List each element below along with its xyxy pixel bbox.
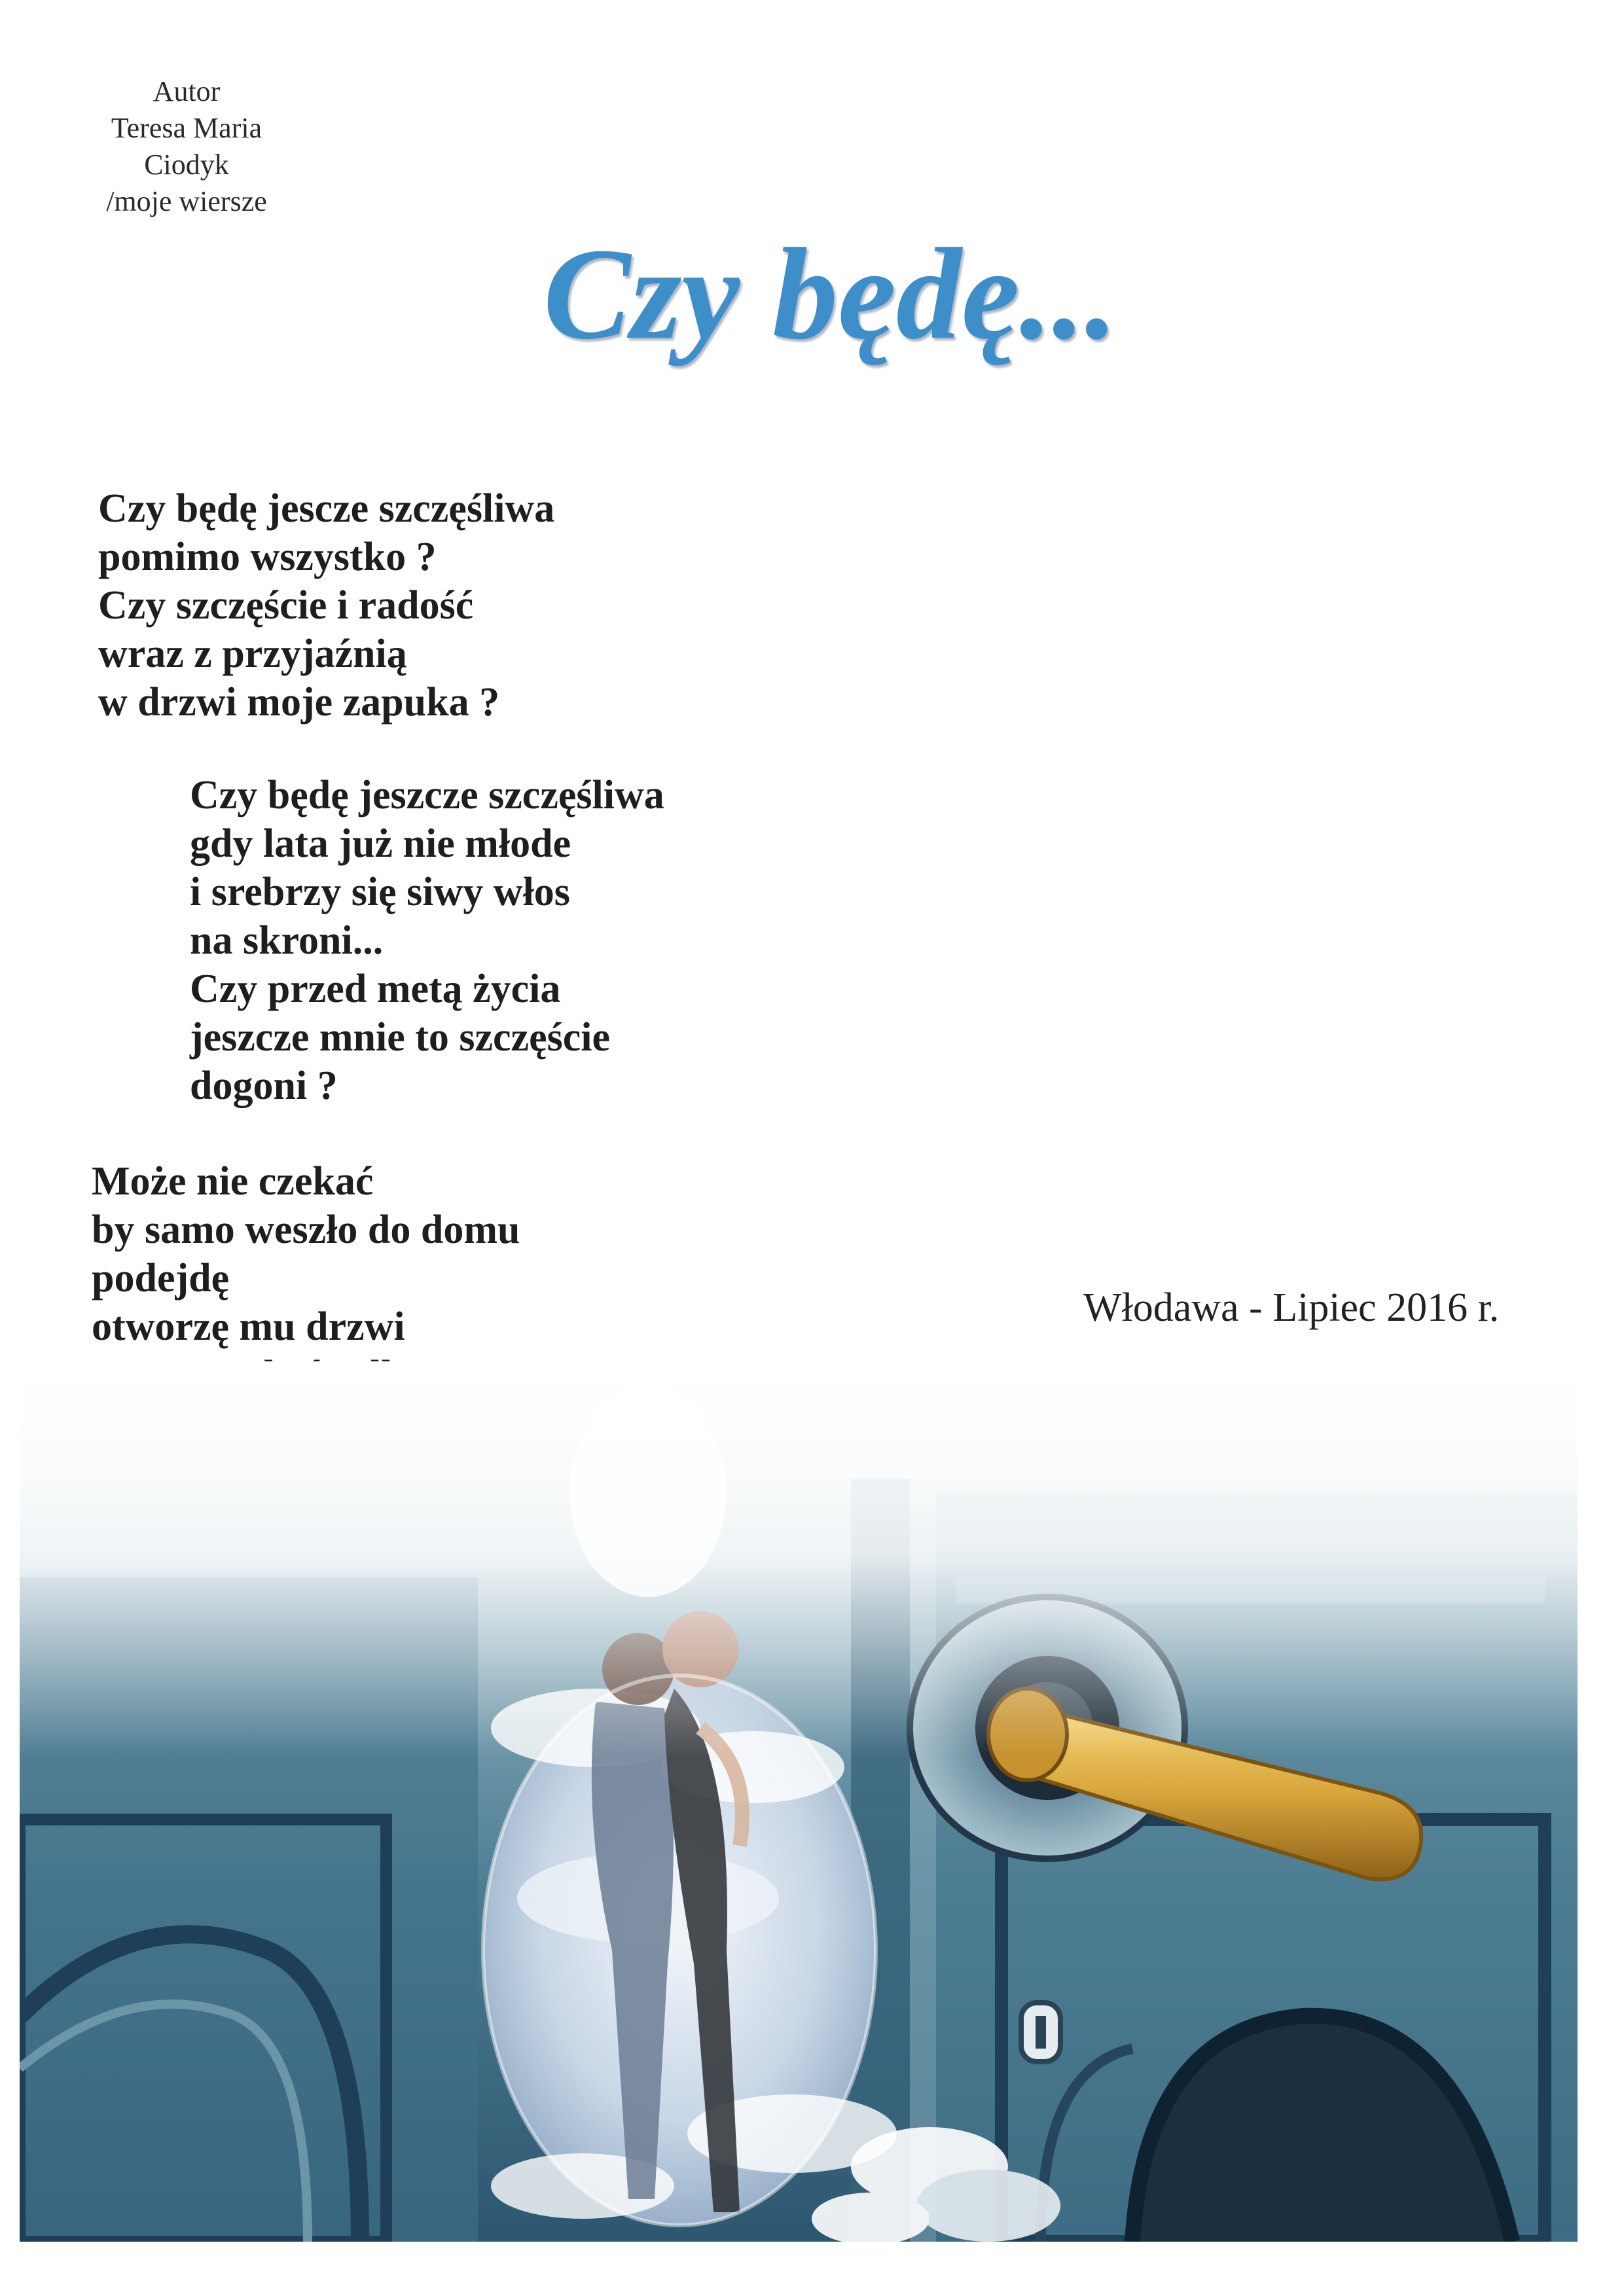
door-illustration [20, 1361, 1578, 2242]
poem-line: otworzę mu drzwi [92, 1304, 405, 1349]
poem-title: Czy będę... [543, 222, 1118, 367]
author-label: Autor [153, 75, 221, 107]
poem-line: dogoni ? [190, 1064, 338, 1108]
poem-line: pomimo wszystko ? [98, 535, 437, 579]
poem-line: Może nie czekać [92, 1159, 374, 1204]
poem-line: na skroni... [190, 918, 384, 963]
author-block [79, 73, 295, 220]
author-name-last: Ciodyk [144, 149, 229, 181]
poem-line: Czy będę jeszcze szczęśliwa [190, 773, 664, 817]
stanza-2 [190, 771, 664, 1110]
poem-line: Czy szczęście i radość [98, 583, 474, 628]
poem-line: w drzwi moje zapuka ? [98, 680, 500, 725]
poem-line: by samo weszło do domu [92, 1208, 520, 1252]
poem-line: podejdę [92, 1256, 230, 1300]
poem-line: i srebrzy się siwy włos [190, 870, 570, 914]
poem-line: wraz z przyjaźnią [98, 632, 407, 676]
author-name-first: Teresa Maria [111, 112, 262, 144]
stanza-1 [98, 484, 554, 726]
author-collection: /moje wiersze [106, 185, 267, 217]
poem-line: Czy będę jescze szczęśliwa [98, 486, 555, 531]
place-date: Włodawa - Lipiec 2016 r. [1083, 1285, 1500, 1330]
poem-line: jeszcze mnie to szczęście [190, 1015, 610, 1060]
poem-line: gdy lata już nie młode [190, 821, 571, 866]
poem-line: Czy przed metą życia [190, 967, 561, 1011]
